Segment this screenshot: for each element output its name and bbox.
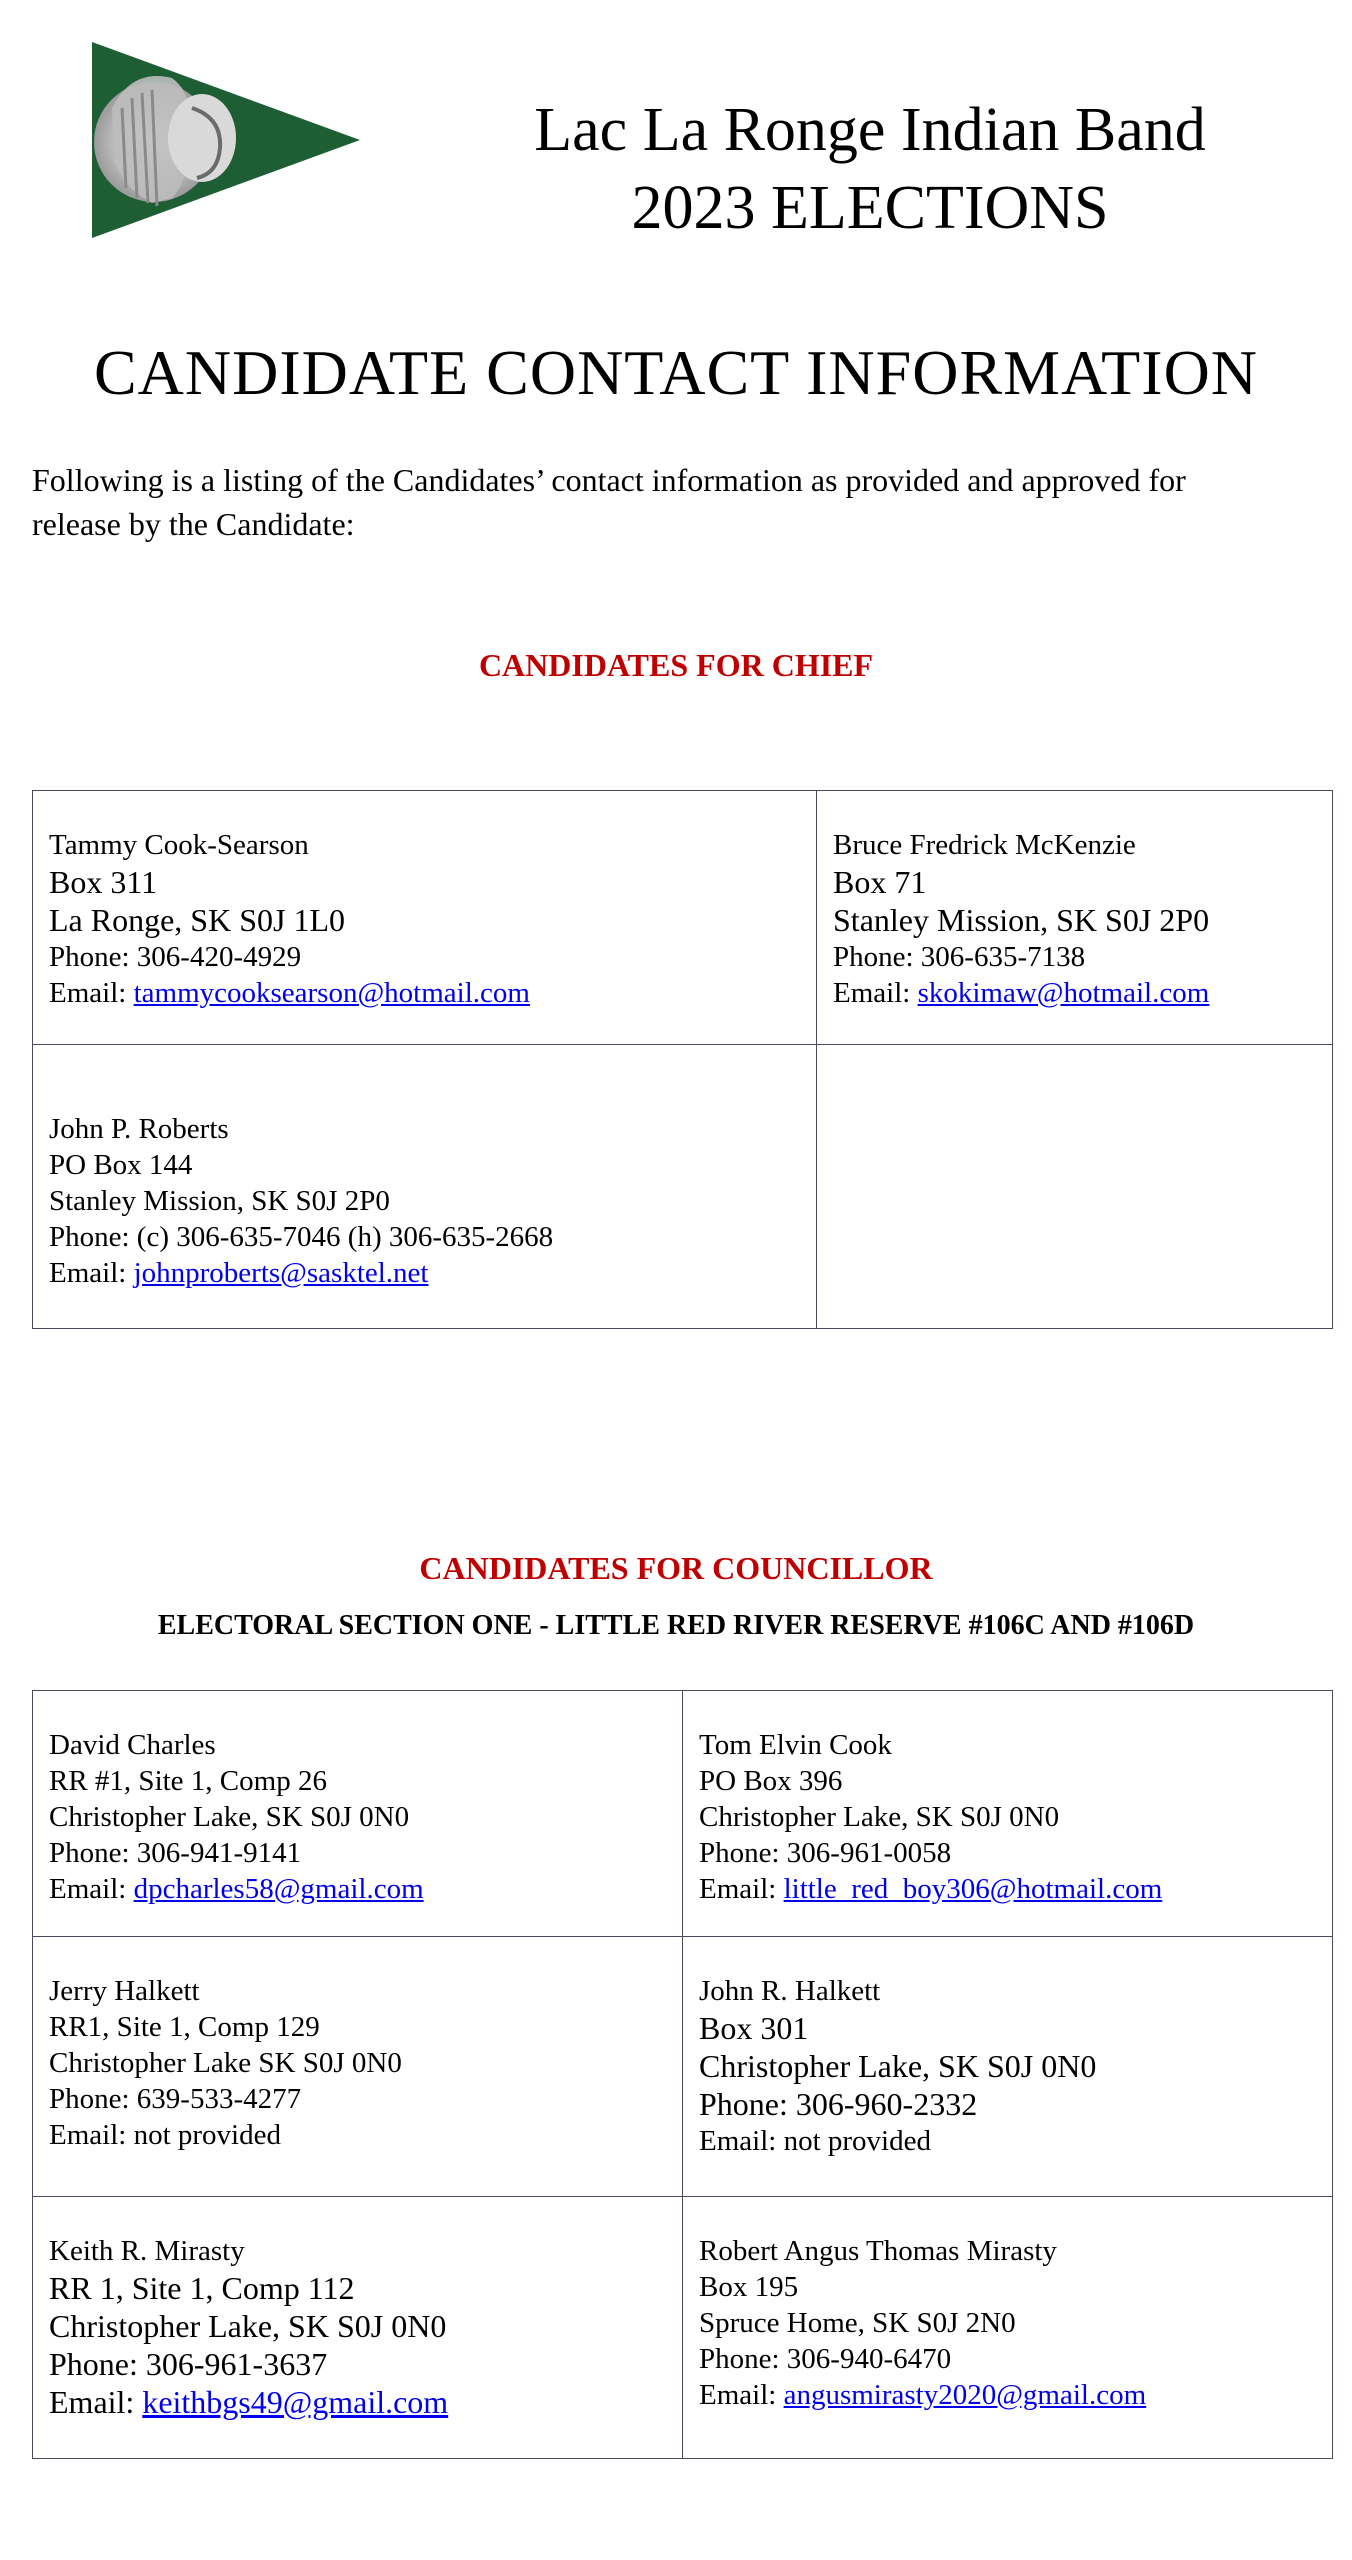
band-logo-icon [92, 38, 362, 242]
email-label: Email: [49, 1873, 134, 1905]
email-label: Email: [833, 977, 918, 1009]
candidate-city: Christopher Lake, SK S0J 0N0 [699, 2048, 1097, 2084]
candidate-phone: Phone: 306-941-9141 [49, 1837, 302, 1869]
candidate-address: PO Box 144 [49, 1149, 193, 1181]
councillor-heading: CANDIDATES FOR COUNCILLOR [419, 1550, 933, 1586]
candidate-name: Jerry Halkett [49, 1975, 200, 2007]
email-label: Email: [49, 1257, 134, 1289]
candidate-city: Christopher Lake, SK S0J 0N0 [49, 2308, 447, 2344]
email-link[interactable]: skokimaw@hotmail.com [917, 977, 1210, 1009]
email-label: Email: [49, 977, 134, 1009]
intro-line-2: release by the Candidate: [32, 506, 355, 542]
candidate-phone: Phone: 306-420-4929 [49, 941, 302, 973]
candidate-email-row [49, 975, 800, 1011]
email-label: Email: [699, 2379, 784, 2411]
email-link[interactable]: little_red_boy306@hotmail.com [783, 1873, 1163, 1905]
candidate-address: Box 195 [699, 2271, 799, 2303]
candidate-email-row [49, 1255, 800, 1291]
email-link[interactable]: tammycooksearson@hotmail.com [133, 977, 530, 1009]
candidate-address: PO Box 396 [699, 1765, 843, 1797]
candidate-phone: Phone: 306-940-6470 [699, 2343, 952, 2375]
candidate-city: Christopher Lake, SK S0J 0N0 [699, 1801, 1060, 1833]
email-link[interactable]: keithbgs49@gmail.com [142, 2384, 449, 2420]
candidate-phone: Phone: 306-960-2332 [699, 2086, 978, 2122]
candidate-phone: Phone: (c) 306-635-7046 (h) 306-635-2668 [49, 1221, 554, 1253]
candidate-email-row [49, 2383, 666, 2421]
intro-line-1: Following is a listing of the Candidates’ contact information as provided and approved for [32, 462, 1186, 498]
candidate-address: RR 1, Site 1, Comp 112 [49, 2270, 355, 2306]
candidate-email-row [49, 1871, 666, 1907]
email-label: Email: [49, 2384, 143, 2420]
chief-table [32, 790, 1333, 1329]
chief-candidate-cell [33, 791, 817, 1045]
candidate-email-row: Email: not provided [699, 2125, 931, 2157]
email-label: Email: [699, 1873, 784, 1905]
chief-candidate-cell [33, 1045, 817, 1329]
election-title: 2023 ELECTIONS [631, 174, 1109, 242]
candidate-city: Spruce Home, SK S0J 2N0 [699, 2307, 1016, 2339]
candidate-address: RR1, Site 1, Comp 129 [49, 2011, 320, 2043]
email-link[interactable]: dpcharles58@gmail.com [133, 1873, 424, 1905]
candidate-address: RR #1, Site 1, Comp 26 [49, 1765, 327, 1797]
councillor-candidate-cell [683, 1937, 1333, 2197]
band-name: Lac La Ronge Indian Band [534, 96, 1206, 164]
candidate-phone: Phone: 306-635-7138 [833, 941, 1086, 973]
councillor-candidate-cell [683, 2197, 1333, 2459]
candidate-name: John R. Halkett [699, 1975, 881, 2007]
candidate-email-row: Email: not provided [49, 2119, 281, 2151]
councillor-candidate-cell [33, 1691, 683, 1937]
candidate-name: Bruce Fredrick McKenzie [833, 829, 1136, 861]
candidate-email-row [699, 1871, 1316, 1907]
councillor-candidate-cell [683, 1691, 1333, 1937]
candidate-phone: Phone: 639-533-4277 [49, 2083, 302, 2115]
candidate-name: Tammy Cook-Searson [49, 829, 309, 861]
candidate-phone: Phone: 306-961-0058 [699, 1837, 952, 1869]
candidate-city: Christopher Lake SK S0J 0N0 [49, 2047, 402, 2079]
councillor-candidate-cell [33, 2197, 683, 2459]
candidate-city: Stanley Mission, SK S0J 2P0 [833, 902, 1210, 938]
candidate-address: Box 301 [699, 2010, 809, 2046]
email-link[interactable]: angusmirasty2020@gmail.com [783, 2379, 1147, 2411]
candidate-name: John P. Roberts [49, 1113, 229, 1145]
candidate-email-row [833, 975, 1316, 1011]
candidate-name: David Charles [49, 1729, 216, 1761]
chief-candidate-cell [817, 791, 1333, 1045]
electoral-section-heading: ELECTORAL SECTION ONE - LITTLE RED RIVER RESERVE #106C AND #106D [157, 1610, 1195, 1641]
candidate-city: La Ronge, SK S0J 1L0 [49, 902, 345, 938]
chief-heading: CANDIDATES FOR CHIEF [478, 647, 874, 683]
candidate-email-row [699, 2377, 1316, 2413]
candidate-address: Box 311 [49, 864, 158, 900]
intro-paragraph [32, 458, 1322, 546]
candidate-address: Box 71 [833, 864, 927, 900]
empty-cell [817, 1045, 1333, 1329]
candidate-phone: Phone: 306-961-3637 [49, 2346, 328, 2382]
candidate-city: Christopher Lake, SK S0J 0N0 [49, 1801, 410, 1833]
candidate-name: Robert Angus Thomas Mirasty [699, 2235, 1057, 2267]
councillor-table [32, 1690, 1333, 2459]
candidate-city: Stanley Mission, SK S0J 2P0 [49, 1185, 390, 1217]
candidate-name: Tom Elvin Cook [699, 1729, 892, 1761]
page-title: CANDIDATE CONTACT INFORMATION [93, 337, 1259, 408]
email-link[interactable]: johnproberts@sasktel.net [133, 1257, 429, 1289]
candidate-name: Keith R. Mirasty [49, 2235, 245, 2267]
councillor-candidate-cell [33, 1937, 683, 2197]
